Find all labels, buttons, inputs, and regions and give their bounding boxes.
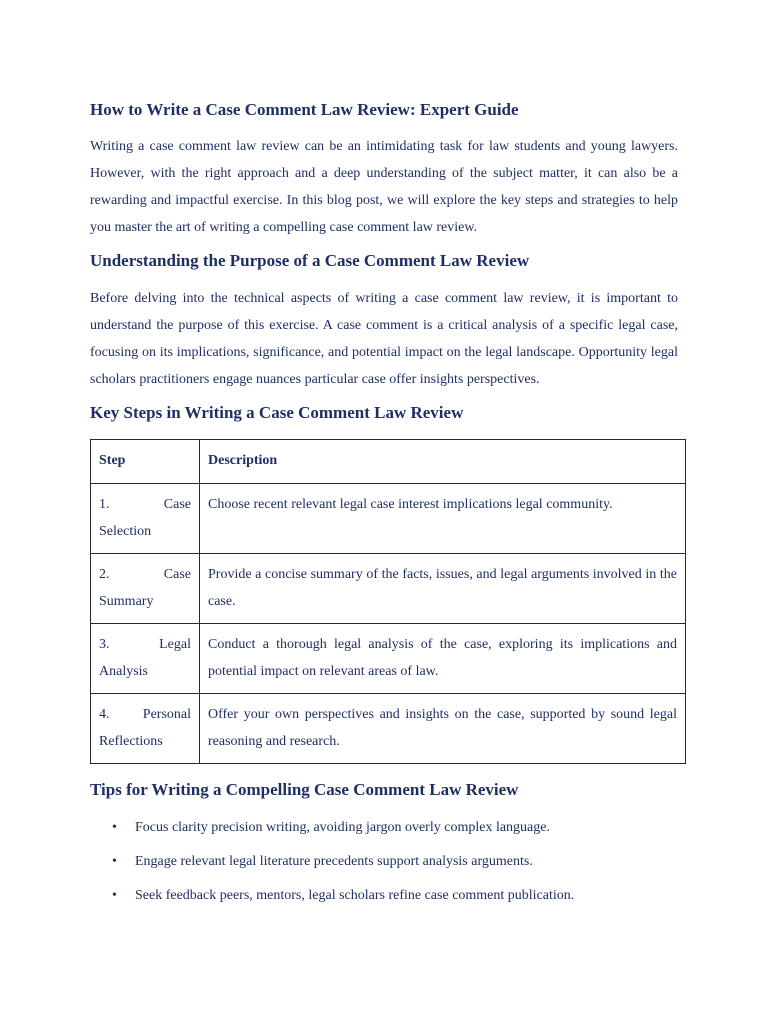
list-item <box>90 818 678 838</box>
bullet-icon: • <box>112 854 117 869</box>
bullet-icon: • <box>112 820 117 835</box>
purpose-paragraph: Before delving into the technical aspects of writing a case comment law review, it is important to understand the purpose of this exercise. A case comment is a critical analysis of a specific legal case, focusing on its implications, significance, and potential impact on the legal landscape. Opportunity legal scholars practitioners engage nuances particular case offer insights perspectives. <box>90 291 678 387</box>
table-row <box>91 694 686 764</box>
steps-table <box>90 439 686 764</box>
column-header-description: Description <box>200 440 686 484</box>
purpose-heading: Understanding the Purpose of a Case Comment Law Review <box>90 251 530 270</box>
step-cell <box>91 554 200 624</box>
tips-heading: Tips for Writing a Compelling Case Comment Law Review <box>90 780 519 799</box>
step-label: 2. Case <box>99 567 191 582</box>
table-row <box>91 554 686 624</box>
step-label: 4. Personal <box>99 707 191 722</box>
bullet-icon: • <box>112 888 117 903</box>
article <box>90 98 678 920</box>
step-label: 1. Case <box>99 497 191 512</box>
intro-paragraph: Writing a case comment law review can be an intimidating task for law students and young lawyers. However, with the right approach and a deep understanding of the subject matter, it can also be a rewarding and impactful exercise. In this blog post, we will explore the key steps and strategies to help you master the art of writing a compelling case comment law review. <box>90 139 678 235</box>
tip-text: Seek feedback peers, mentors, legal scholars refine case comment publication. <box>135 888 575 903</box>
tip-text: Engage relevant legal literature precedents support analysis arguments. <box>135 854 533 869</box>
description-cell: Offer your own perspectives and insights on the case, supported by sound legal reasoning and research. <box>200 694 686 764</box>
tip-text: Focus clarity precision writing, avoiding jargon overly complex language. <box>135 820 550 835</box>
table-row <box>91 484 686 554</box>
step-label-continued: Analysis <box>99 664 148 679</box>
step-label-continued: Summary <box>99 594 154 609</box>
step-label-continued: Selection <box>99 524 152 539</box>
steps-heading: Key Steps in Writing a Case Comment Law Review <box>90 403 464 422</box>
description-cell: Choose recent relevant legal case interest implications legal community. <box>200 484 686 554</box>
table-row <box>91 624 686 694</box>
table-header-row <box>91 440 686 484</box>
step-label-continued: Reflections <box>99 734 163 749</box>
column-header-step: Step <box>91 440 200 484</box>
step-cell <box>91 484 200 554</box>
description-cell: Provide a concise summary of the facts, issues, and legal arguments involved in the case. <box>200 554 686 624</box>
tips-list <box>90 818 678 906</box>
step-label: 3. Legal <box>99 637 191 652</box>
page-title: How to Write a Case Comment Law Review: Expert Guide <box>90 100 519 119</box>
step-cell <box>91 624 200 694</box>
list-item <box>90 886 678 906</box>
list-item <box>90 852 678 872</box>
description-cell: Conduct a thorough legal analysis of the case, exploring its implications and potential impact on relevant areas of law. <box>200 624 686 694</box>
step-cell <box>91 694 200 764</box>
